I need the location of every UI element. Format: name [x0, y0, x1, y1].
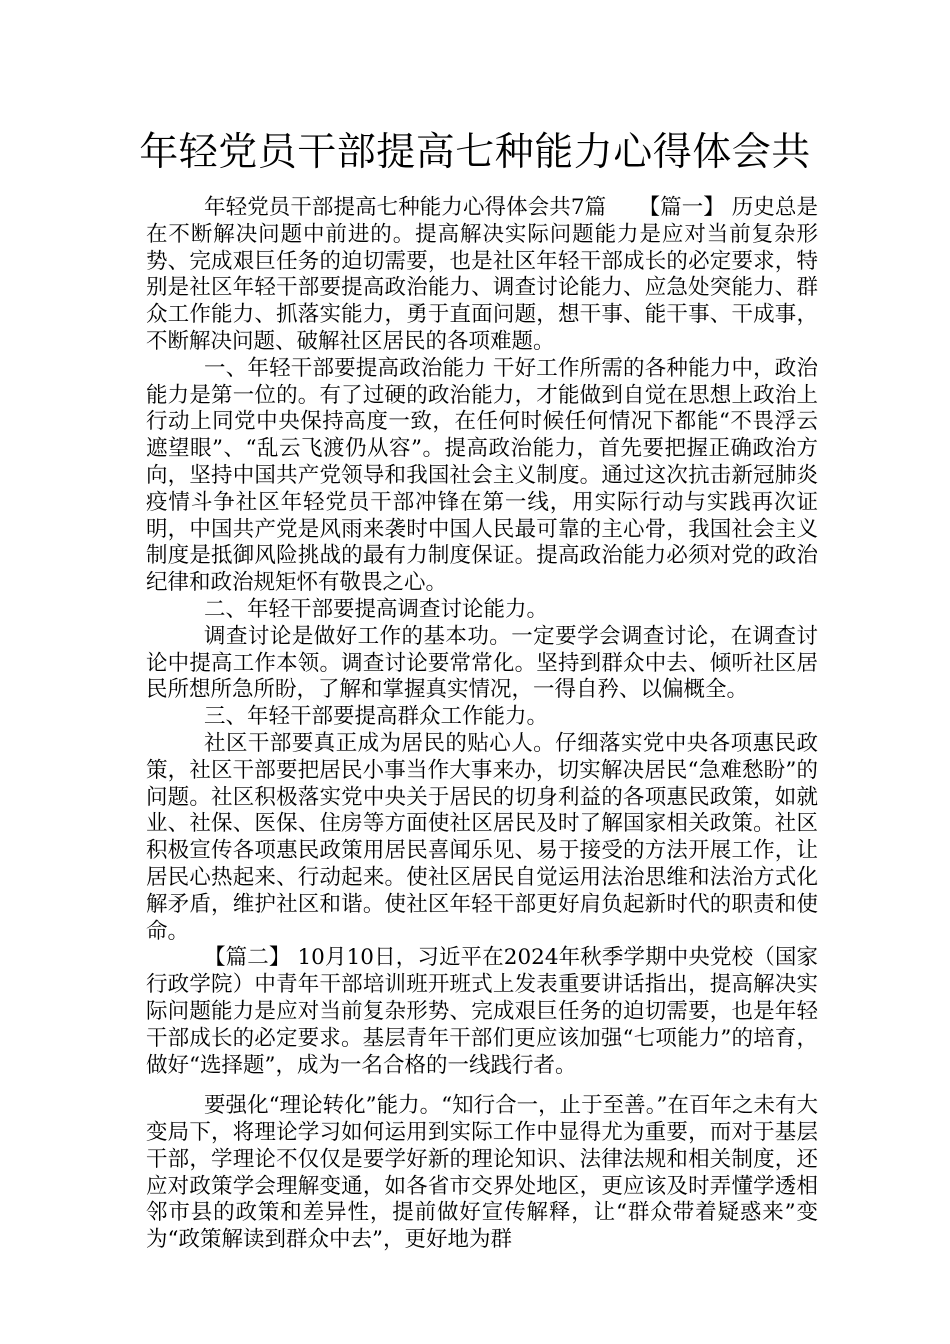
paragraph-research-ability: 调查讨论是做好工作的基本功。一定要学会调查讨论，在调查讨论中提高工作本领。调查讨论要常常化。坚持到群众中去、倾听社区居民所想所急所盼，了解和掌握真实情况，一得自矜、以偏概全。 [146, 623, 818, 703]
paragraph-intro: 年轻党员干部提高七种能力心得体会共7篇 【篇一】 历史总是在不断解决问题中前进的。提高解决实际问题能力是应对当前复杂形势、完成艰巨任务的迫切需要，也是社区年轻干部成长的必定要求，特别是社区年轻干部要提高政治能力、调查讨论能力、应急处突能力、群众工作能力、抓落实能力，勇于直面问题，想干事、能干事、干成事，不断解决问题、破解社区居民的各项难题。 [146, 195, 818, 354]
heading-mass-work-ability: 三、年轻干部要提高群众工作能力。 [204, 704, 549, 730]
paragraph-part-two: 【篇二】 10月10日，习近平在2024年秋季学期中央党校（国家行政学院）中青年干部培训班开班式上发表重要讲话指出，提高解决实际问题能力是应对当前复杂形势、完成艰巨任务的迫切需要，也是年轻干部成长的必定要求。基层青年干部们更应该加强“七项能力”的培育，做好“选择题”，成为一名合格的一线践行者。 [146, 945, 818, 1078]
paragraph-political-ability: 一、年轻干部要提高政治能力 干好工作所需的各种能力中，政治能力是第一位的。有了过硬的政治能力，才能做到自觉在思想上政治上行动上同党中央保持高度一致，在任何时候任何情况下都能“不畏浮云遮望眼”、“乱云飞渡仍从容”。提高政治能力，首先要把握正确政治方向，坚持中国共产党领导和我国社会主义制度。通过这次抗击新冠肺炎疫情斗争社区年轻党员干部冲锋在第一线，用实际行动与实践再次证明，中国共产党是风雨来袭时中国人民最可靠的主心骨，我国社会主义制度是抵御风险挑战的最有力制度保证。提高政治能力必须对党的政治纪律和政治规矩怀有敬畏之心。 [146, 355, 818, 596]
paragraph-theory-transformation: 要强化“理论转化”能力。“知行合一，止于至善。”在百年之未有大变局下，将理论学习如何运用到实际工作中显得尤为重要，而对于基层干部，学理论不仅仅是要学好新的理论知识、法律法规和相关制度，还应对政策学会理解变通，如各省市交界处地区，更应该及时弄懂学透相邻市县的政策和差异性，提前做好宣传解释，让“群众带着疑惑来”变为“政策解读到群众中去”，更好地为群 [146, 1093, 818, 1253]
document-title: 年轻党员干部提高七种能力心得体会共 [139, 130, 811, 175]
heading-research-ability: 二、年轻干部要提高调查讨论能力。 [204, 596, 549, 622]
document-body [146, 195, 818, 1254]
paragraph-mass-work-ability: 社区干部要真正成为居民的贴心人。仔细落实党中央各项惠民政策，社区干部要把居民小事当作大事来办，切实解决居民“急难愁盼”的问题。社区积极落实党中央关于居民的切身利益的各项惠民政策，如就业、社保、医保、住房等方面使社区居民及时了解国家相关政策。社区积极宣传各项惠民政策用居民喜闻乐见、易于接受的方法开展工作，让居民心热起来、行动起来。使社区居民自觉运用法治思维和法治方式化解矛盾，维护社区和谐。使社区年轻干部更好肩负起新时代的职责和使命。 [146, 730, 818, 944]
